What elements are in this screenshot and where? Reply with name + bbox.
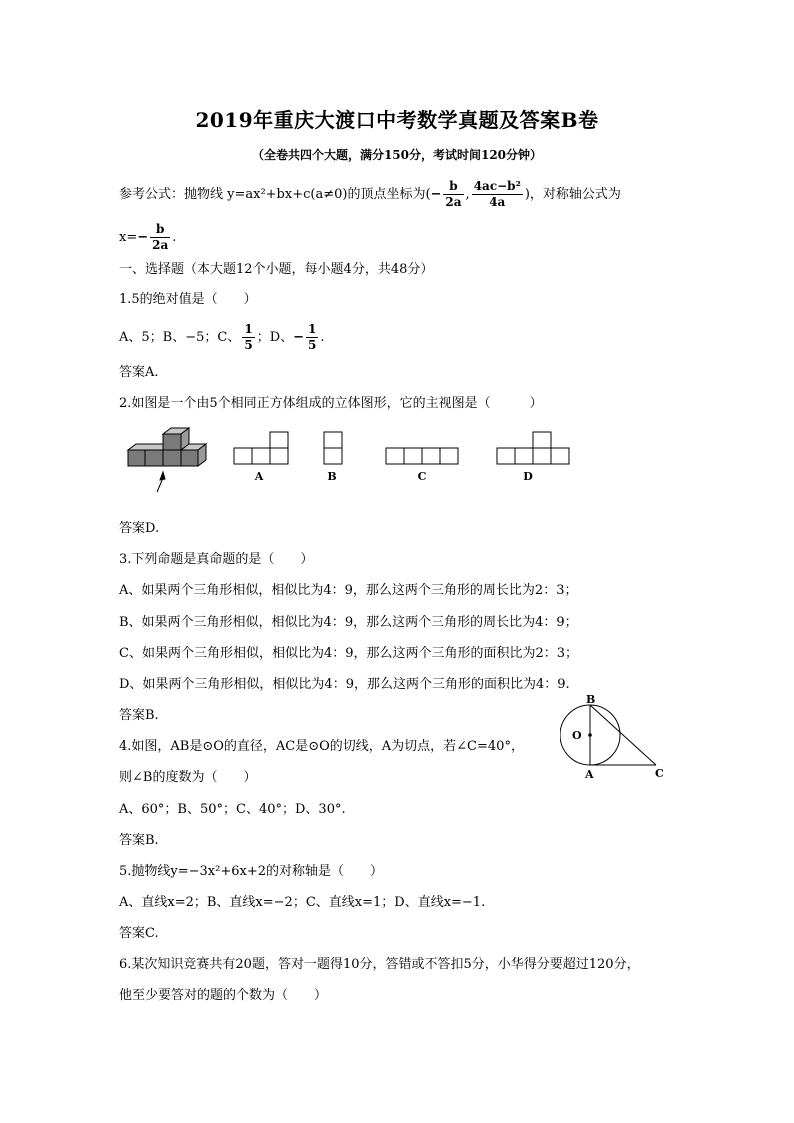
page-title: 2019年重庆大渡口中考数学真题及答案B卷 [195,108,599,132]
question-4-options: A、60°；B、50°；C、40°；D、30°. [119,802,346,817]
fraction-neg-one-fifth [306,322,318,353]
question-4-stem-line2: 则∠B的度数为（ ） [119,770,257,785]
option-c-label: C [417,470,427,483]
exam-subtitle: （全卷共四个大题，满分150分，考试时间120分钟） [251,148,543,162]
q1-d-minus: − [293,330,305,345]
question-6-stem-line1: 6.某次知识竞赛共有20题，答对一题得10分，答错或不答扣5分，小华得分要超过120分， [119,957,640,972]
question-4-stem-line1: 4.如图，AB是⊙O的直径，AC是⊙O的切线，A为切点，若∠C=40°， [119,739,524,754]
option-d-label: D [523,470,533,483]
fraction-numerator: 1 [244,322,253,336]
question-5-options: A、直线x=2；B、直线x=−2；C、直线x=1；D、直线x=−1. [119,895,486,910]
q1-opts-mid: ；D、 [256,330,294,345]
question-5-stem: 5.抛物线y=−3x²+6x+2的对称轴是（ ） [119,864,384,879]
fraction-denominator: 4a [489,195,506,209]
cube-solid-figure [128,428,206,492]
point-a-label: A [585,768,594,781]
fraction-denominator: 5 [308,338,317,352]
formula-prefix: 参考公式：抛物线 y=ax²+bx+c(a≠0)的顶点坐标为( [119,187,431,202]
formula-comma: , [465,187,470,202]
question-1-stem: 1.5的绝对值是（ ） [119,292,257,307]
question-5-answer: 答案C. [119,926,159,941]
question-3-stem: 3.下列命题是真命题的是（ ） [119,552,314,567]
fraction-axis [150,222,170,253]
fraction-numerator: b [150,222,170,238]
fraction-numerator: 1 [308,322,317,336]
question-3-option-a: A、如果两个三角形相似，相似比为4：9，那么这两个三角形的周长比为2：3； [119,583,578,598]
fraction-one-fifth [242,322,254,353]
option-b-view [324,432,342,464]
question-2-answer: 答案D. [119,521,160,536]
q1-opts-end: . [320,330,325,345]
fraction-numerator: b [443,179,463,195]
axis-end: . [172,230,177,245]
question-3-option-d: D、如果两个三角形相似，相似比为4：9，那么这两个三角形的面积比为4：9. [119,677,570,692]
fraction-denominator: 5 [244,338,253,352]
axis-prefix: x= [119,230,138,245]
axis-minus: − [137,230,149,245]
formula-minus: − [430,187,442,202]
formula-line [119,179,621,210]
fraction-denominator: 2a [152,238,169,252]
question-3-option-c: C、如果两个三角形相似，相似比为4：9，那么这两个三角形的面积比为2：3； [119,646,579,661]
question-4-circle-figure [560,692,700,792]
segment-bc [590,705,656,765]
question-1-options [119,322,325,353]
fraction-4ac-b2-4a [472,179,523,210]
option-a-view [234,432,288,464]
section-heading: 一、选择题（本大题12个小题，每小题4分，共48分） [119,262,434,277]
question-6-stem-line2: 他至少要答对的题的个数为（ ） [119,988,328,1003]
question-3-answer: 答案B. [119,708,159,723]
option-a-label: A [254,470,264,483]
formula-suffix: )，对称轴公式为 [524,187,621,202]
question-4-answer: 答案B. [119,833,159,848]
q1-opts-prefix: A、5；B、−5；C、 [119,330,241,345]
option-c-view [386,448,458,464]
question-2-stem: 2.如图是一个由5个相同正方体组成的立体图形，它的主视图是（ ） [119,396,543,411]
question-3-option-b: B、如果两个三角形相似，相似比为4：9，那么这两个三角形的周长比为4：9； [119,615,578,630]
question-2-figure [0,420,794,500]
axis-formula-line [119,222,176,253]
question-1-answer: 答案A. [119,365,159,380]
fraction-b-2a [443,179,463,210]
center-point [588,733,592,737]
point-b-label: B [586,693,596,706]
point-o-label: O [572,729,582,742]
fraction-denominator: 2a [445,195,462,209]
option-b-label: B [327,470,337,483]
fraction-numerator: 4ac−b² [473,179,521,193]
point-c-label: C [655,767,664,780]
option-d-view [497,432,569,464]
